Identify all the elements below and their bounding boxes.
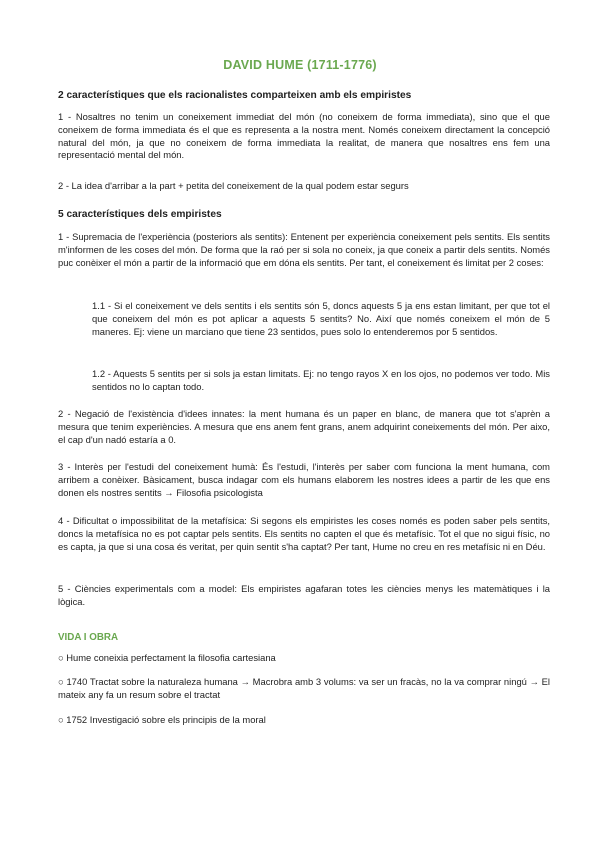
- page-title: DAVID HUME (1711-1776): [223, 58, 377, 72]
- list-item-life-2: ○ 1740 Tractat sobre la naturaleza humana → Macrobra amb 3 volums: va ser un fracàs, no la va comprar ningú → El mateix any fa un resum sobre el tractat: [58, 676, 550, 700]
- section-heading-life-and-work: VIDA I OBRA: [58, 632, 119, 643]
- list-item-life-1: ○ Hume coneixia perfectament la filosofia cartesiana: [58, 652, 276, 663]
- section-heading-shared-traits: 2 característiques que els racionalistes comparteixen amb els empiristes: [58, 90, 412, 101]
- paragraph-empiricist-trait-1: 1 - Supremacia de l'experiència (posteriors als sentits): Entenent per experiència coneixement pels sentits. Els sentits m'informen de les coses del món. De forma que la raó per si sola no coneix, ja que coneix a partir dels sentits. Només puc conèixer el món a partir de la informació que em dóna els sentits. Per tant, el coneixement és limitat per 2 coses:: [58, 231, 550, 268]
- paragraph-empiricist-trait-3: 3 - Interès per l'estudi del coneixement humà: És l'estudi, l'interès per saber com funciona la ment humana, com arribem a conèixer. Bàsicament, busca indagar com els humans elaborem les nostres idees a partir de les que ens donen els nostres sentits → Filosofia psicologista: [58, 461, 550, 498]
- paragraph-empiricist-trait-5: 5 - Ciències experimentals com a model: Els empiristes agafaran totes les ciències menys les matemàtiques i la lògica.: [58, 583, 550, 607]
- paragraph-shared-trait-2: 2 - La idea d'arribar a la part + petita del coneixement de la qual podem estar segurs: [58, 180, 409, 191]
- paragraph-subpoint-1-2: 1.2 - Aquests 5 sentits per si sols ja estan limitats. Ej: no tengo rayos X en los ojos, no podemos ver todo. Mis sentidos no lo captan todo.: [92, 368, 550, 392]
- paragraph-empiricist-trait-4: 4 - Dificultat o impossibilitat de la metafísica: Si segons els empiristes les coses només es poden saber pels sentits, doncs la metafísica no es pot captar pels sentits. Els sentits no capten el que és metafísic. Tot el que no sigui físic, no es capta, ja que si una cosa és veritat, per quin sentit s'ha captat? Per tant, Hume no creu en res metafísic ni en Déu.: [58, 515, 550, 552]
- section-heading-empiricist-traits: 5 característiques dels empiristes: [58, 209, 222, 220]
- list-item-life-3: ○ 1752 Investigació sobre els principis de la moral: [58, 714, 266, 725]
- paragraph-empiricist-trait-2: 2 - Negació de l'existència d'idees innates: la ment humana és un paper en blanc, de manera que tot s'aprèn a mesura que tenim experiències. A mesura que ens anem fent grans, anem adquirint coneixements del món. Per aixo, el cap d'un nadó estaría a 0.: [58, 408, 550, 445]
- paragraph-subpoint-1-1: 1.1 - Si el coneixement ve dels sentits i els sentits són 5, doncs aquests 5 ja ens estan limitant, per que tot el que coneixem del món es pot aplicar a aquests 5 sentits? No. Així que només coneixem el món de 5 maneres. Ej: viene un marciano que tiene 23 sentidos, pues solo lo entenderemos por 5 sentidos.: [92, 300, 550, 337]
- paragraph-shared-trait-1: 1 - Nosaltres no tenim un coneixement immediat del món (no coneixem de forma immediata), sino que el que coneixem de forma immediata és el que es representa a la nostra ment. Només coneixem directament la concepció natural del món, ja que no coneixem de forma immediata la realitat, de manera que nosaltres ens fem una representació mental del món.: [58, 111, 550, 161]
